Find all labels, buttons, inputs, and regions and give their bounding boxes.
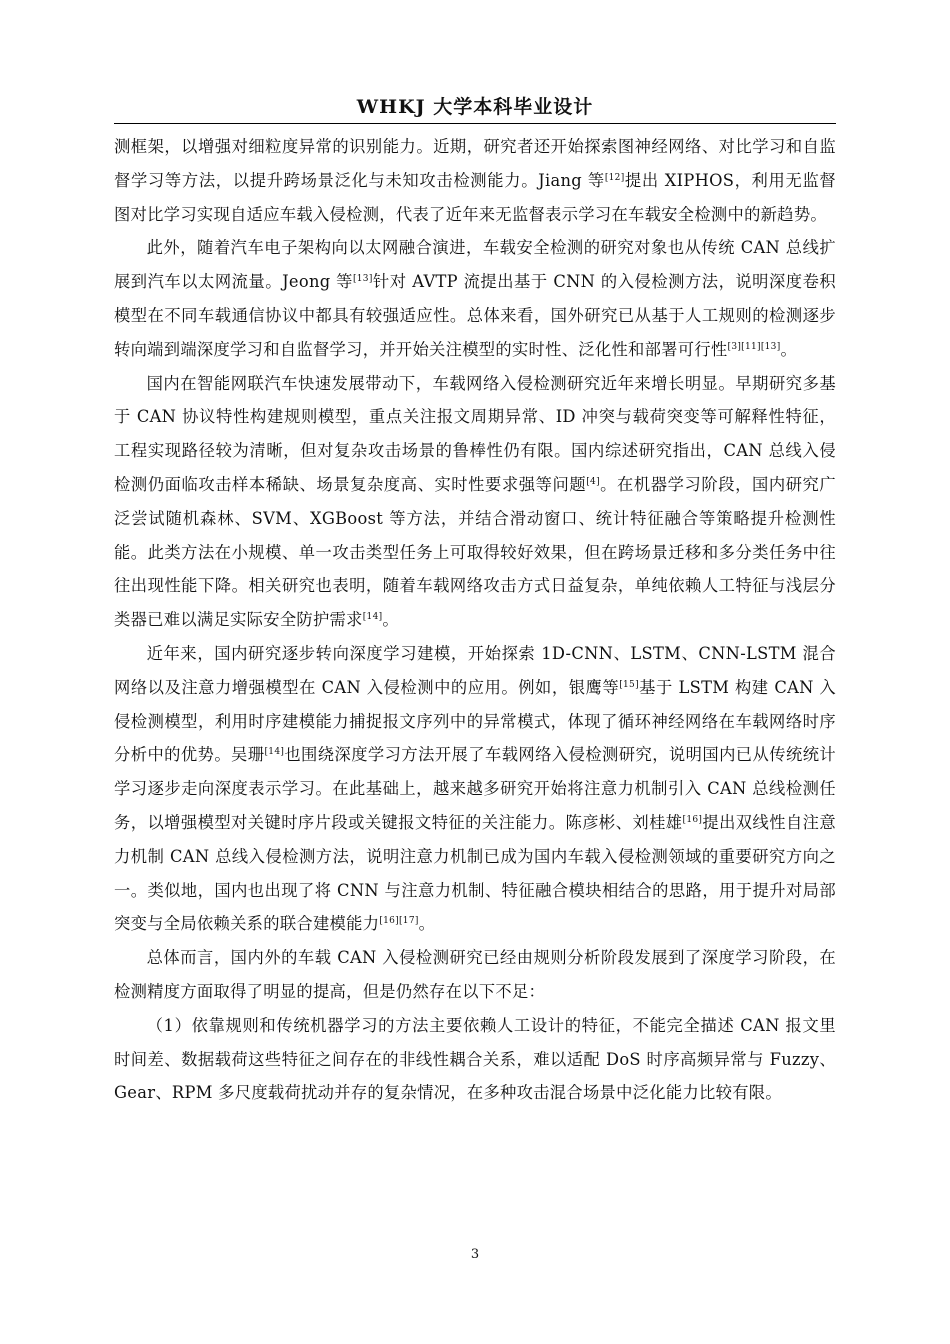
page-header: WHKJ 大学本科毕业设计 — [356, 96, 594, 118]
paragraph-6 — [114, 1009, 836, 1110]
text-span: 提出双线性自注意力机制 CAN 总线入侵检测方法，说明注意力机制已成为国内车载入侵检测领域的重要研究方向之一。类似地，国内也出现了将 CNN 与注意力机制、特征融合模块相结合的思路，用于提升对局部突变与全局依赖关系的联合建模能力 — [114, 812, 836, 934]
page-number: 3 — [470, 1247, 480, 1262]
text-span: 。在机器学习阶段，国内研究广泛尝试随机森林、SVM、XGBoost 等方法，并结合滑动窗口、统计特征融合等策略提升检测性能。此类方法在小规模、单一攻击类型任务上可取得较好效果，但在跨场景迁移和多分类任务中往往出现性能下降。相关研究也表明，随着车载网络攻击方式日益复杂，单纯依赖人工特征与浅层分类器已难以满足实际安全防护需求 — [114, 474, 837, 630]
paragraph-5 — [114, 941, 836, 1009]
citation: [13] — [352, 274, 373, 285]
text-span: 此外，随着汽车电子架构向以太网融合演进，车载安全检测的研究对象也从传统 CAN 总线扩展到汽车以太网流量。Jeong 等 — [114, 238, 836, 292]
text-span: 测框架，以增强对细粒度异常的识别能力。近期，研究者还开始探索图神经网络、对比学习和自监督学习等方法，以提升跨场景泛化与未知攻击检测能力。Jiang 等 — [114, 137, 836, 190]
text-span: 也围绕深度学习方法开展了车载网络入侵检测研究，说明国内已从传统统计学习逐步走向深度表示学习。在此基础上，越来越多研究开始将注意力机制引入 CAN 总线检测任务，以增强模型对关键时序片段或关键报文特征的关注能力。陈彦彬、刘桂雄 — [114, 745, 837, 832]
paragraph-2 — [114, 231, 836, 366]
text-span: 近年来，国内研究逐步转向深度学习建模，开始探索 1D-CNN、LSTM、CNN-LSTM 混合网络以及注意力增强模型在 CAN 入侵检测中的应用。例如，银鹰等 — [114, 643, 836, 697]
text-span: 提出 XIPHOS，利用无监督图对比学习实现自适应车载入侵检测，代表了近年来无监督表示学习在车载安全检测中的新趋势。 — [114, 170, 836, 224]
citation: [3][11][13] — [727, 341, 781, 352]
citation: [14] — [362, 612, 383, 623]
paragraph-3 — [114, 367, 836, 637]
text-span: 总体而言，国内外的车载 CAN 入侵检测研究已经由规则分析阶段发展到了深度学习阶段，在检测精度方面取得了明显的提高，但是仍然存在以下不足： — [114, 948, 836, 1001]
text-span: 国内在智能网联汽车快速发展带动下，车载网络入侵检测研究近年来增长明显。早期研究多基于 CAN 协议特性构建规则模型，重点关注报文周期异常、ID 冲突与载荷突变等可解释性特征，工程实现路径较为清晰，但对复杂攻击场景的鲁棒性仍有限。国内综述研究指出，CAN 总线入侵检测仍面临攻击样本稀缺、场景复杂度高、实时性要求强等问题 — [114, 373, 836, 494]
citation: [4] — [586, 476, 600, 487]
paragraph-1 — [114, 130, 836, 231]
citation: [15] — [619, 679, 639, 690]
citation: [14] — [264, 747, 285, 758]
paragraph-4 — [114, 637, 836, 941]
text-span: （1）依靠规则和传统机器学习的方法主要依赖人工设计的特征，不能完全描述 CAN 报文里时间差、数据载荷这些特征之间存在的非线性耦合关系，难以适配 DoS 时序高频异常与 Fuzzy、Gear、RPM 多尺度载荷扰动并存的复杂情况，在多种攻击混合场景中泛化能力比较有限。 — [114, 1015, 836, 1103]
header-rule — [114, 123, 836, 124]
citation: [16][17] — [379, 916, 419, 927]
body-text — [114, 130, 836, 1110]
citation: [12] — [604, 172, 625, 183]
text-span: 。 — [382, 610, 400, 630]
text-span: 。 — [780, 339, 798, 359]
text-span: 基于 LSTM 构建 CAN 入侵检测模型，利用时序建模能力捕捉报文序列中的异常模式，体现了循环神经网络在车载网络时序分析中的优势。吴珊 — [114, 677, 836, 765]
text-span: 。 — [418, 914, 436, 934]
citation: [16] — [682, 814, 703, 825]
text-span: 针对 AVTP 流提出基于 CNN 的入侵检测方法，说明深度卷积模型在不同车载通信协议中都具有较强适应性。总体来看，国外研究已从基于人工规则的检测逐步转向端到端深度学习和自监督学习，并开始关注模型的实时性、泛化性和部署可行性 — [114, 272, 836, 359]
